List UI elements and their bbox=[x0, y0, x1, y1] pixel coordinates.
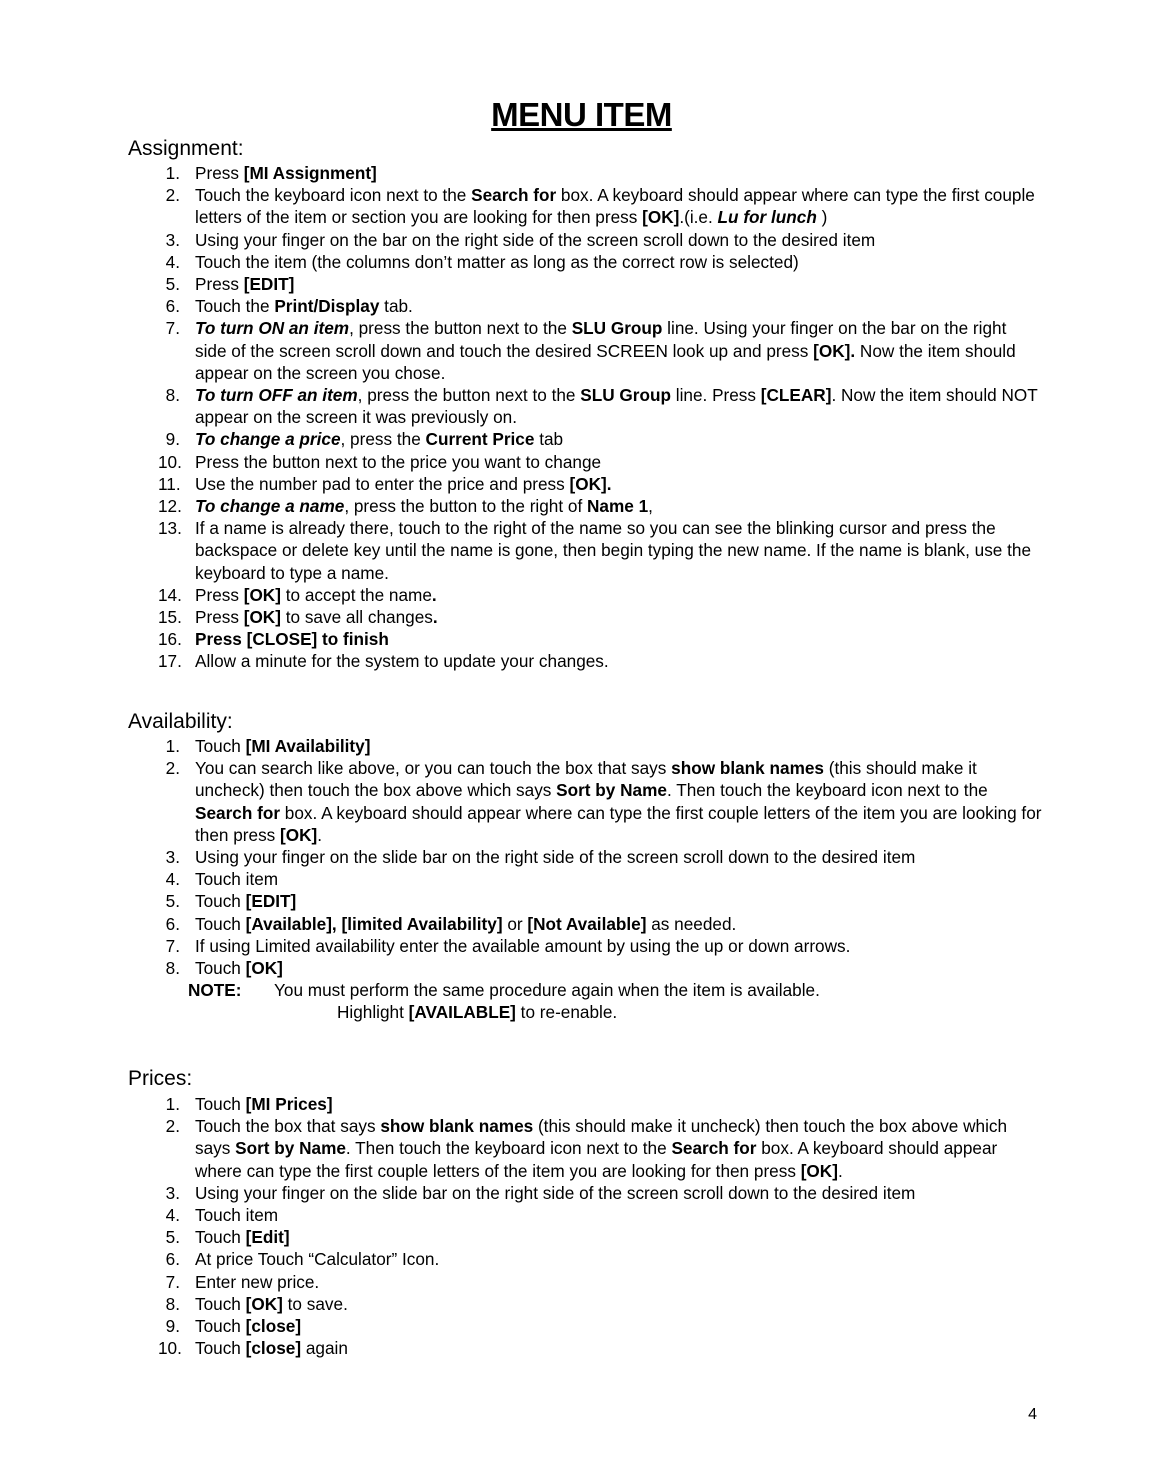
step-text: [OK] bbox=[243, 584, 281, 605]
step-text: Press the button next to the price you want to change bbox=[195, 451, 602, 472]
step-text: [OK] bbox=[243, 607, 281, 628]
step-text: Now the item should appear on the screen you chose. bbox=[195, 340, 1016, 383]
step-text: Allow a minute for the system to update your changes. bbox=[195, 651, 609, 672]
list-item bbox=[162, 1271, 1042, 1293]
step-number: 17. bbox=[158, 651, 182, 672]
list-item bbox=[162, 1293, 1042, 1315]
step-text: [Not Available] bbox=[527, 913, 647, 934]
step-number: 1. bbox=[165, 736, 180, 756]
step-number: 15. bbox=[158, 607, 182, 628]
step-number: 13. bbox=[158, 518, 182, 539]
step-number: 9. bbox=[165, 1316, 180, 1337]
step-text: [MI Prices] bbox=[245, 1094, 333, 1114]
page-title: MENU ITEM bbox=[491, 96, 672, 133]
list-item bbox=[162, 229, 1042, 251]
step-text: Sort by Name bbox=[235, 1138, 346, 1159]
step-text: Touch bbox=[195, 913, 246, 934]
step-text: (this should make it uncheck) then touch the box above which says bbox=[195, 758, 977, 801]
step-text: [OK]. bbox=[813, 340, 856, 361]
step-text: [close] bbox=[245, 1338, 302, 1359]
list-item bbox=[162, 251, 1042, 273]
step-text: Search for bbox=[471, 185, 557, 206]
step-text: tab bbox=[534, 429, 564, 450]
step-text: [Edit] bbox=[245, 1227, 290, 1248]
step-text: Touch the keyboard icon next to the bbox=[195, 185, 472, 206]
list-item bbox=[158, 517, 1042, 584]
step-text: Touch bbox=[195, 1293, 246, 1314]
list-item bbox=[158, 1337, 1042, 1359]
step-text: box. A keyboard should appear where can type the first couple letters of the item you are looking for then press bbox=[195, 1138, 998, 1181]
list-item bbox=[162, 846, 1042, 868]
list-item bbox=[162, 913, 1042, 935]
step-number: 7. bbox=[165, 1271, 180, 1292]
step-text: Touch the item (the columns don’t matter as long as the correct row is selected) bbox=[195, 251, 799, 272]
step-text: Using your finger on the bar on the right side of the screen scroll down to the desired item bbox=[195, 229, 876, 250]
step-number: 6. bbox=[165, 1249, 180, 1270]
step-text: [OK] bbox=[280, 824, 318, 845]
note-line2-suffix: to re-enable. bbox=[515, 1002, 618, 1022]
step-number: 4. bbox=[165, 1205, 180, 1226]
step-text: to accept the name bbox=[280, 584, 432, 605]
list-item bbox=[162, 757, 1042, 846]
step-text: Touch bbox=[195, 1338, 246, 1359]
step-text: Touch bbox=[195, 1227, 246, 1248]
step-number: 4. bbox=[165, 251, 180, 272]
step-text: as needed. bbox=[646, 913, 737, 934]
list-item bbox=[162, 935, 1042, 957]
availability-steps bbox=[162, 735, 1042, 979]
step-text: Using your finger on the slide bar on the right side of the screen scroll down to the desired item bbox=[195, 1182, 916, 1203]
step-number: 12. bbox=[158, 496, 182, 517]
step-number: 1. bbox=[165, 1094, 180, 1114]
step-number: 4. bbox=[165, 869, 180, 890]
step-text: . bbox=[837, 1160, 843, 1181]
step-number: 5. bbox=[165, 1227, 180, 1248]
step-text: [OK] bbox=[800, 1160, 838, 1181]
step-text: [EDIT] bbox=[245, 891, 297, 912]
step-text: box. A keyboard should appear where can type the first couple letters of the item or section you are looking for then press bbox=[195, 185, 1035, 228]
step-text: Name 1 bbox=[587, 496, 649, 517]
step-number: 14. bbox=[158, 584, 182, 605]
prices-steps bbox=[158, 1093, 1042, 1359]
step-text: to save all changes bbox=[280, 607, 433, 628]
step-text: Press bbox=[195, 607, 244, 628]
step-text: To change a name bbox=[195, 496, 345, 517]
step-text: If using Limited availability enter the available amount by using the up or down arrows. bbox=[195, 935, 851, 956]
step-text: , press the bbox=[340, 429, 426, 450]
prices-heading: Prices: bbox=[128, 1067, 193, 1090]
step-text: Touch bbox=[195, 958, 246, 979]
step-text: [OK] bbox=[245, 958, 283, 979]
step-text: You can search like above, or you can touch the box that says bbox=[195, 758, 672, 779]
step-text: to save. bbox=[282, 1293, 348, 1314]
step-text: box. A keyboard should appear where can type the first couple letters of the item you are looking for then press bbox=[195, 802, 1042, 845]
step-text: (this should make it uncheck) then touch the box above which says bbox=[195, 1116, 1008, 1159]
step-text: [OK] bbox=[245, 1293, 283, 1314]
step-text: Touch bbox=[195, 891, 246, 912]
step-number: 6. bbox=[165, 296, 180, 317]
step-number: 10. bbox=[158, 1338, 182, 1359]
list-item bbox=[158, 606, 1042, 628]
step-number: 3. bbox=[165, 229, 180, 250]
step-number: 8. bbox=[165, 958, 180, 979]
list-item bbox=[158, 473, 1042, 495]
step-number: 7. bbox=[165, 935, 180, 956]
list-item bbox=[162, 317, 1042, 384]
step-number: 7. bbox=[165, 318, 180, 339]
step-text: [EDIT] bbox=[243, 274, 295, 295]
step-text: Enter new price. bbox=[195, 1271, 320, 1292]
availability-heading: Availability: bbox=[128, 710, 233, 733]
page-number: 4 bbox=[1028, 1406, 1037, 1423]
step-text: Search for bbox=[195, 802, 281, 823]
assignment-steps bbox=[158, 162, 1042, 673]
step-text: . bbox=[317, 824, 323, 845]
step-text: show blank names bbox=[671, 758, 824, 779]
step-text: , bbox=[648, 496, 653, 517]
note-label: NOTE: bbox=[188, 980, 242, 1000]
step-number: 1. bbox=[165, 163, 180, 183]
step-number: 3. bbox=[165, 1182, 180, 1203]
note-line2-prefix: Highlight bbox=[337, 1002, 409, 1022]
step-text: To turn OFF an item bbox=[195, 385, 358, 406]
step-text: [OK]. bbox=[569, 473, 612, 494]
step-number: 8. bbox=[165, 385, 180, 406]
step-text: Use the number pad to enter the price and press bbox=[195, 473, 570, 494]
list-item bbox=[158, 584, 1042, 606]
step-text: [MI Availability] bbox=[245, 736, 371, 756]
availability-note bbox=[188, 979, 820, 1001]
step-number: 2. bbox=[165, 1116, 180, 1137]
list-item bbox=[162, 162, 1042, 184]
step-text: , press the button to the right of bbox=[344, 496, 588, 517]
step-text: [Available], [limited Availability] bbox=[245, 913, 503, 934]
step-text: Touch item bbox=[195, 869, 279, 890]
list-item bbox=[162, 295, 1042, 317]
list-item bbox=[162, 1226, 1042, 1248]
step-text: Sort by Name bbox=[556, 780, 667, 801]
step-text: Search for bbox=[671, 1138, 757, 1159]
step-number: 2. bbox=[165, 185, 180, 206]
step-text: To change a price bbox=[195, 429, 341, 450]
step-text: . Now the item should NOT appear on the screen it was previously on. bbox=[195, 385, 1038, 428]
list-item bbox=[162, 1248, 1042, 1270]
step-text: Touch bbox=[195, 1316, 246, 1337]
step-number: 10. bbox=[158, 451, 182, 472]
step-text: Touch bbox=[195, 1094, 246, 1114]
list-item bbox=[162, 957, 1042, 979]
note-line2-bold: [AVAILABLE] bbox=[408, 1002, 516, 1022]
list-item bbox=[158, 451, 1042, 473]
list-item bbox=[162, 184, 1042, 228]
list-item bbox=[162, 1315, 1042, 1337]
step-text: . Then touch the keyboard icon next to the bbox=[345, 1138, 672, 1159]
step-text: line. Using your finger on the bar on the right side of the screen scroll down and touch the desired SCREEN look up and press bbox=[195, 318, 1007, 361]
step-text: [MI Assignment] bbox=[243, 163, 377, 183]
step-text: Touch the bbox=[195, 296, 275, 317]
step-text: At price Touch “Calculator” Icon. bbox=[195, 1249, 440, 1270]
step-number: 5. bbox=[165, 891, 180, 912]
step-text: To turn ON an item bbox=[195, 318, 350, 339]
list-item bbox=[162, 1115, 1042, 1182]
step-number: 11. bbox=[158, 473, 181, 494]
step-text: or bbox=[502, 913, 528, 934]
step-text: SLU Group bbox=[580, 385, 671, 406]
list-item bbox=[162, 1182, 1042, 1204]
step-text: Touch bbox=[195, 736, 246, 756]
list-item bbox=[162, 1204, 1042, 1226]
step-text: Press bbox=[195, 163, 244, 183]
step-number: 2. bbox=[165, 758, 180, 779]
step-text: .(i.e. bbox=[679, 207, 718, 228]
note-text: You must perform the same procedure again when the item is available. bbox=[274, 980, 820, 1000]
step-text: again bbox=[301, 1338, 348, 1359]
list-item bbox=[162, 273, 1042, 295]
step-text: Press bbox=[195, 274, 244, 295]
step-text: . bbox=[431, 584, 437, 605]
list-item bbox=[162, 890, 1042, 912]
list-item bbox=[162, 735, 1042, 757]
step-text: Touch the box that says bbox=[195, 1116, 381, 1137]
step-text: , press the button next to the bbox=[349, 318, 572, 339]
step-number: 5. bbox=[165, 274, 180, 295]
list-item bbox=[162, 428, 1042, 450]
list-item bbox=[158, 495, 1042, 517]
list-item bbox=[158, 650, 1042, 672]
step-text: Lu for lunch bbox=[717, 207, 817, 228]
assignment-heading: Assignment: bbox=[128, 137, 244, 160]
step-text: show blank names bbox=[380, 1116, 534, 1137]
step-text: . Then touch the keyboard icon next to the bbox=[666, 780, 988, 801]
list-item bbox=[162, 384, 1042, 428]
step-text: SLU Group bbox=[571, 318, 663, 339]
step-text: [OK] bbox=[642, 207, 680, 228]
step-text: If a name is already there, touch to the right of the name so you can see the blinking cursor and press the backspace or delete key until the name is gone, then begin typing the new name. If the name is blank, use the keyboard to type a name. bbox=[195, 518, 1032, 583]
step-number: 9. bbox=[165, 429, 180, 450]
step-text: line. Press bbox=[670, 385, 761, 406]
step-number: 6. bbox=[165, 913, 180, 934]
list-item bbox=[162, 868, 1042, 890]
list-item bbox=[162, 1093, 1042, 1115]
step-text: [close] bbox=[245, 1316, 302, 1337]
step-text: . bbox=[432, 607, 438, 628]
note-line-2 bbox=[337, 1001, 617, 1023]
step-text: Press [CLOSE] to finish bbox=[195, 629, 389, 650]
step-text: Using your finger on the slide bar on the right side of the screen scroll down to the desired item bbox=[195, 847, 916, 868]
step-number: 8. bbox=[165, 1293, 180, 1314]
step-text: ) bbox=[816, 207, 828, 228]
step-text: Press bbox=[195, 584, 244, 605]
step-number: 16. bbox=[158, 629, 182, 650]
step-text: , press the button next to the bbox=[357, 385, 581, 406]
step-text: [CLEAR] bbox=[760, 385, 832, 406]
step-text: Touch item bbox=[195, 1205, 279, 1226]
step-number: 3. bbox=[165, 847, 180, 868]
step-text: Current Price bbox=[425, 429, 535, 450]
list-item bbox=[158, 628, 1042, 650]
step-text: tab. bbox=[379, 296, 413, 317]
step-text: Print/Display bbox=[274, 296, 380, 317]
